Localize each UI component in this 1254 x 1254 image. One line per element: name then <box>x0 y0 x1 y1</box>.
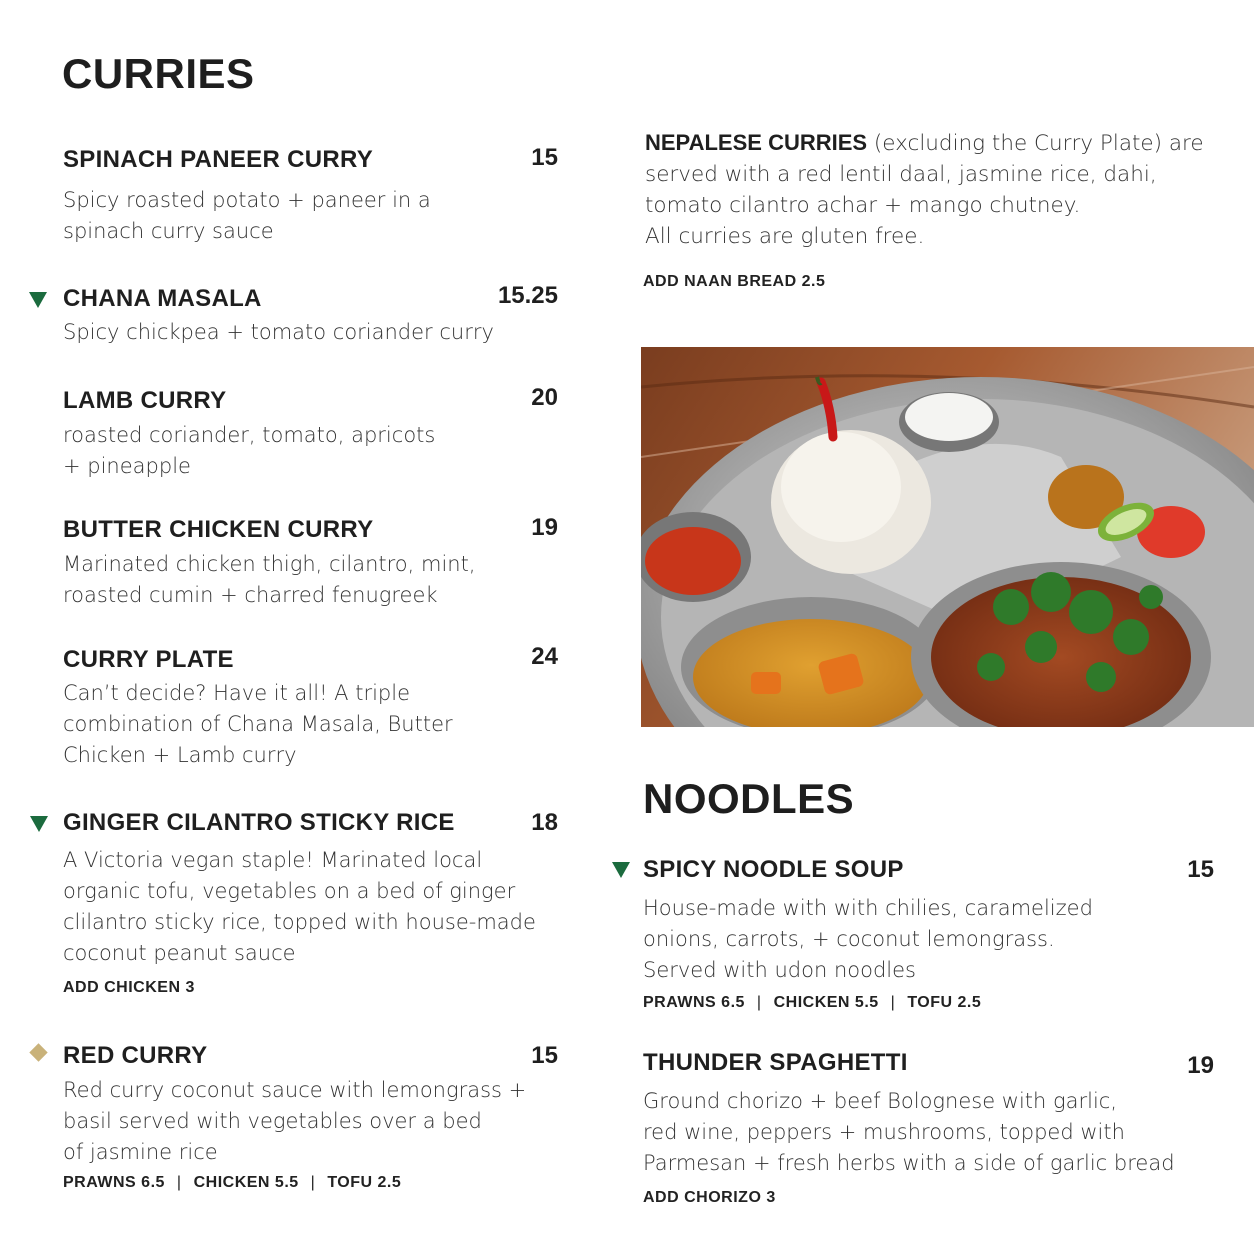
item-desc-lamb-curry: roasted coriander, tomato, apricots + pineapple <box>63 423 436 478</box>
item-desc-red-curry: Red curry coconut sauce with lemongrass + basil served with vegetables over a bed of jasmine rice <box>63 1078 527 1164</box>
item-price-ginger-cilantro-sticky-rice: 18 <box>531 809 558 836</box>
gold-diamond-icon <box>29 1043 47 1061</box>
vegan-triangle-icon <box>612 862 630 878</box>
addon-add-chorizo: ADD CHORIZO 3 <box>643 1189 776 1206</box>
addon-red-curry-options: PRAWNS 6.5 | CHICKEN 5.5 | TOFU 2.5 <box>63 1174 402 1191</box>
nepalese-curries-label: NEPALESE CURRIES <box>645 130 868 155</box>
item-name-spinach-paneer: SPINACH PANEER CURRY <box>63 146 374 173</box>
item-name-curry-plate: CURRY PLATE <box>63 646 234 673</box>
item-price-lamb-curry: 20 <box>531 384 558 411</box>
item-price-butter-chicken: 19 <box>531 514 558 541</box>
item-name-lamb-curry: LAMB CURRY <box>63 387 227 414</box>
item-desc-ginger-cilantro-sticky-rice: A Victoria vegan staple! Marinated local organic tofu, vegetables on a bed of ginger clilantro sticky rice, topped with house-made coconut peanut sauce <box>63 848 536 965</box>
item-desc-thunder-spaghetti: Ground chorizo + beef Bolognese with garlic, red wine, peppers + mushrooms, topped with Parmesan + fresh herbs with a side of garlic bread <box>643 1089 1175 1175</box>
nepalese-curries-note: NEPALESE CURRIES (excluding the Curry Plate) are served with a red lentil daal, jasmine rice, dahi, tomato cilantro achar + mango chutney. All curries are gluten free. <box>645 130 1204 249</box>
item-name-ginger-cilantro-sticky-rice: GINGER CILANTRO STICKY RICE <box>63 809 455 836</box>
item-desc-chana-masala: Spicy chickpea + tomato coriander curry <box>63 320 494 344</box>
item-desc-butter-chicken: Marinated chicken thigh, cilantro, mint, roasted cumin + charred fenugreek <box>63 552 476 607</box>
item-name-thunder-spaghetti: THUNDER SPAGHETTI <box>643 1049 908 1076</box>
item-price-curry-plate: 24 <box>531 643 558 670</box>
item-price-red-curry: 15 <box>531 1042 558 1069</box>
curry-plate-photo <box>641 347 1254 727</box>
item-name-butter-chicken: BUTTER CHICKEN CURRY <box>63 516 374 543</box>
addon-naan-bread: ADD NAAN BREAD 2.5 <box>643 273 826 290</box>
vegan-triangle-icon <box>29 292 47 308</box>
addon-add-chicken: ADD CHICKEN 3 <box>63 979 195 996</box>
item-desc-spinach-paneer: Spicy roasted potato + paneer in a spinach curry sauce <box>63 188 431 243</box>
item-name-red-curry: RED CURRY <box>63 1042 208 1069</box>
item-name-chana-masala: CHANA MASALA <box>63 285 262 312</box>
vegan-triangle-icon <box>30 816 48 832</box>
curries-title: CURRIES <box>62 50 255 97</box>
noodles-title: NOODLES <box>643 775 855 822</box>
item-price-thunder-spaghetti: 19 <box>1187 1052 1214 1079</box>
item-price-spinach-paneer: 15 <box>531 144 558 171</box>
item-name-spicy-noodle-soup: SPICY NOODLE SOUP <box>643 856 904 883</box>
item-desc-curry-plate: Can’t decide? Have it all! A triple combination of Chana Masala, Butter Chicken + Lamb curry <box>63 681 453 767</box>
item-price-spicy-noodle-soup: 15 <box>1187 856 1214 883</box>
item-price-chana-masala: 15.25 <box>497 282 558 309</box>
addon-noodle-soup-options: PRAWNS 6.5 | CHICKEN 5.5 | TOFU 2.5 <box>643 994 982 1011</box>
item-desc-spicy-noodle-soup: House-made with with chilies, caramelized onions, carrots, + coconut lemongrass. Served with udon noodles <box>643 896 1093 982</box>
